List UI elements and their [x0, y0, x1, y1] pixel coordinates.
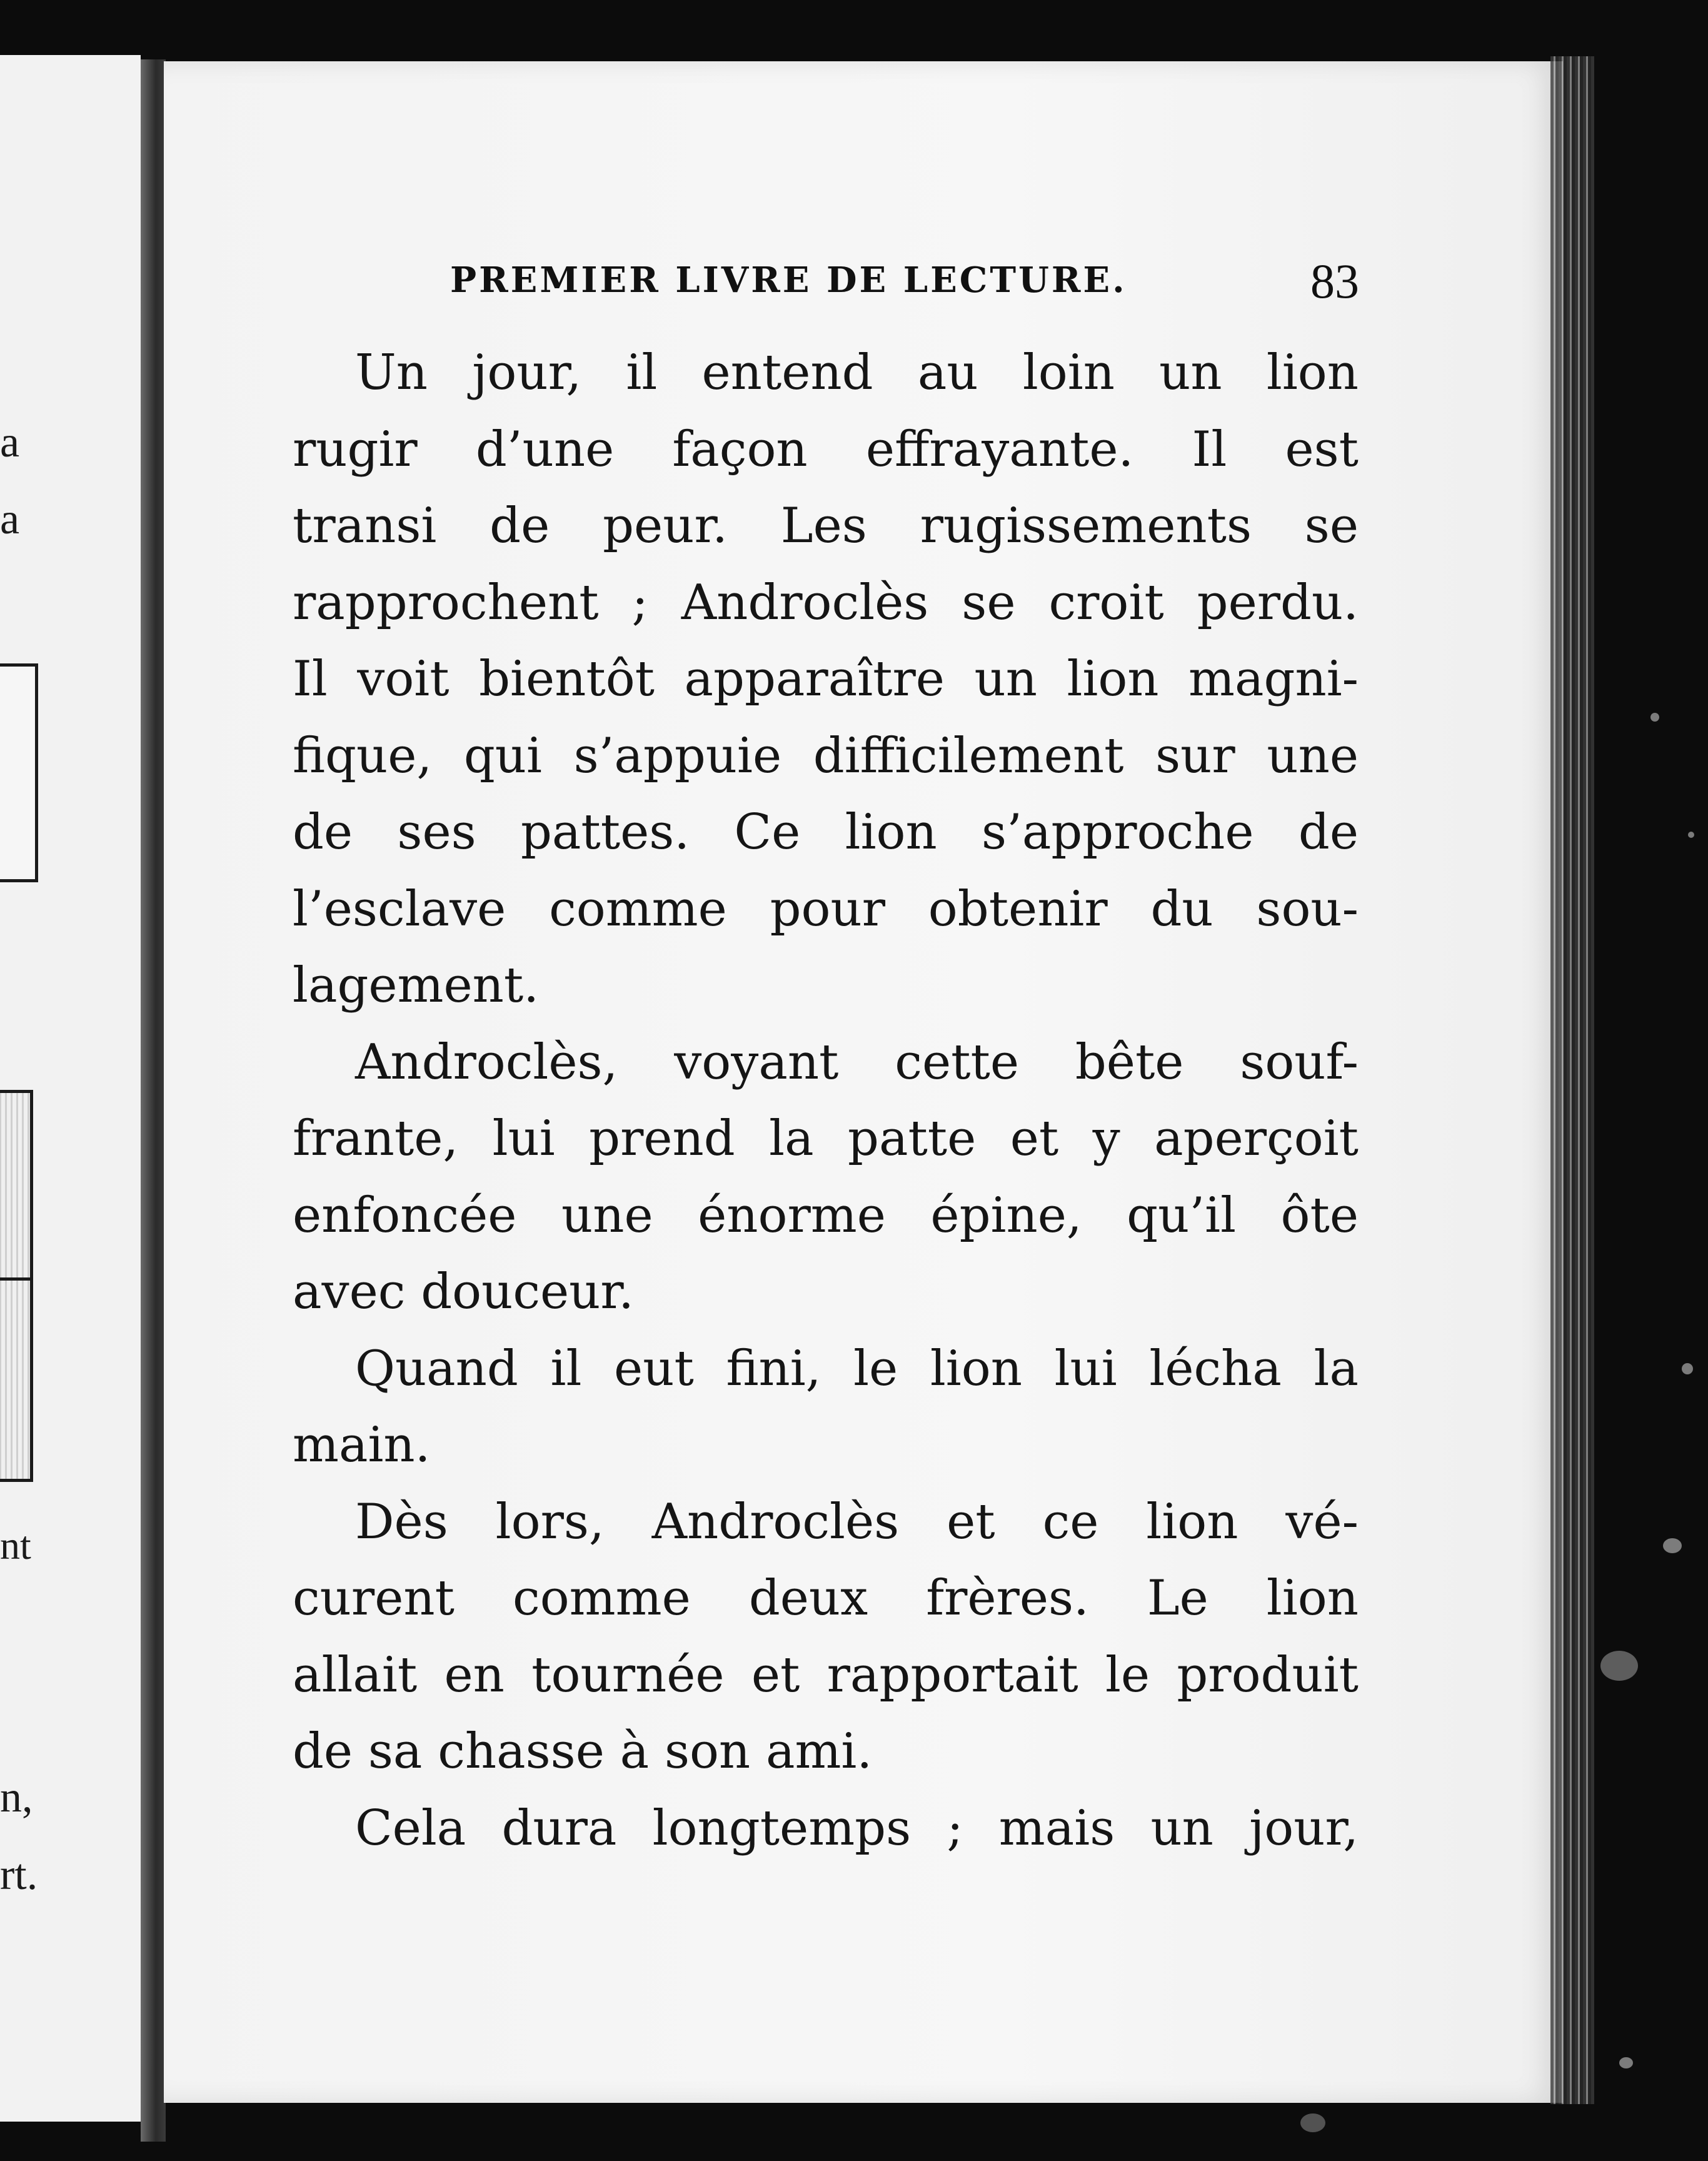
book-gutter	[141, 59, 166, 2142]
paragraph	[293, 1484, 1359, 1790]
paragraph	[293, 1024, 1359, 1331]
body-text	[293, 335, 1359, 1866]
text-line: de ses pattes. Ce lion s’approche de	[293, 804, 1359, 860]
text-line: fique, qui s’appuie difficilement sur une	[293, 727, 1359, 784]
page-number: 83	[1310, 254, 1359, 308]
dust-speck	[1650, 713, 1659, 722]
dust-speck	[1600, 1651, 1638, 1681]
text-line: l’esclave comme pour obtenir du sou-	[293, 880, 1359, 937]
paragraph	[293, 1790, 1359, 1867]
paragraph	[293, 335, 1359, 1024]
text-line: Cela dura longtemps ; mais un jour,	[355, 1800, 1359, 1856]
text-line: de sa chasse à son ami.	[293, 1723, 873, 1780]
left-page-text: a	[0, 418, 20, 466]
dust-speck	[1300, 2113, 1325, 2132]
left-page-text: nt	[0, 1523, 31, 1568]
left-page-fragment	[0, 55, 141, 2122]
text-line: curent comme deux frères. Le lion	[293, 1570, 1359, 1626]
left-page-text: rt.	[0, 1851, 38, 1899]
left-page-figure-frame	[0, 663, 38, 882]
text-line: enfoncée une énorme épine, qu’il ôte	[293, 1187, 1359, 1244]
text-line: Un jour, il entend au loin un lion	[355, 345, 1359, 401]
text-line: Il voit bientôt apparaître un lion magni-	[293, 651, 1359, 707]
text-line: frante, lui prend la patte et y aperçoit	[293, 1111, 1359, 1167]
text-line: transi de peur. Les rugissements se	[293, 498, 1359, 554]
dust-speck	[1688, 832, 1694, 838]
dust-speck	[1663, 1538, 1682, 1553]
text-line: Dès lors, Androclès et ce lion vé-	[355, 1493, 1359, 1550]
text-line: avec douceur.	[293, 1264, 634, 1320]
dust-speck	[1619, 2057, 1633, 2068]
left-page-text: a	[0, 495, 20, 543]
left-page-text: n,	[0, 1773, 33, 1821]
paragraph	[293, 1331, 1359, 1484]
page-edges	[1550, 56, 1594, 2104]
text-line: rugir d’une façon effrayante. Il est	[293, 421, 1359, 478]
text-line: lagement.	[293, 957, 540, 1014]
text-line: main.	[293, 1417, 431, 1473]
left-page-illustration	[0, 1090, 33, 1482]
dust-speck	[1682, 1363, 1693, 1374]
text-line: allait en tournée et rapportait le produit	[293, 1646, 1359, 1703]
text-line: Androclès, voyant cette bête souf-	[355, 1034, 1359, 1091]
text-line: Quand il eut fini, le lion lui lécha la	[355, 1340, 1359, 1397]
running-title: PREMIER LIVRE DE LECTURE.	[450, 259, 1127, 301]
text-line: rapprochent ; Androclès se croit perdu.	[293, 574, 1359, 631]
